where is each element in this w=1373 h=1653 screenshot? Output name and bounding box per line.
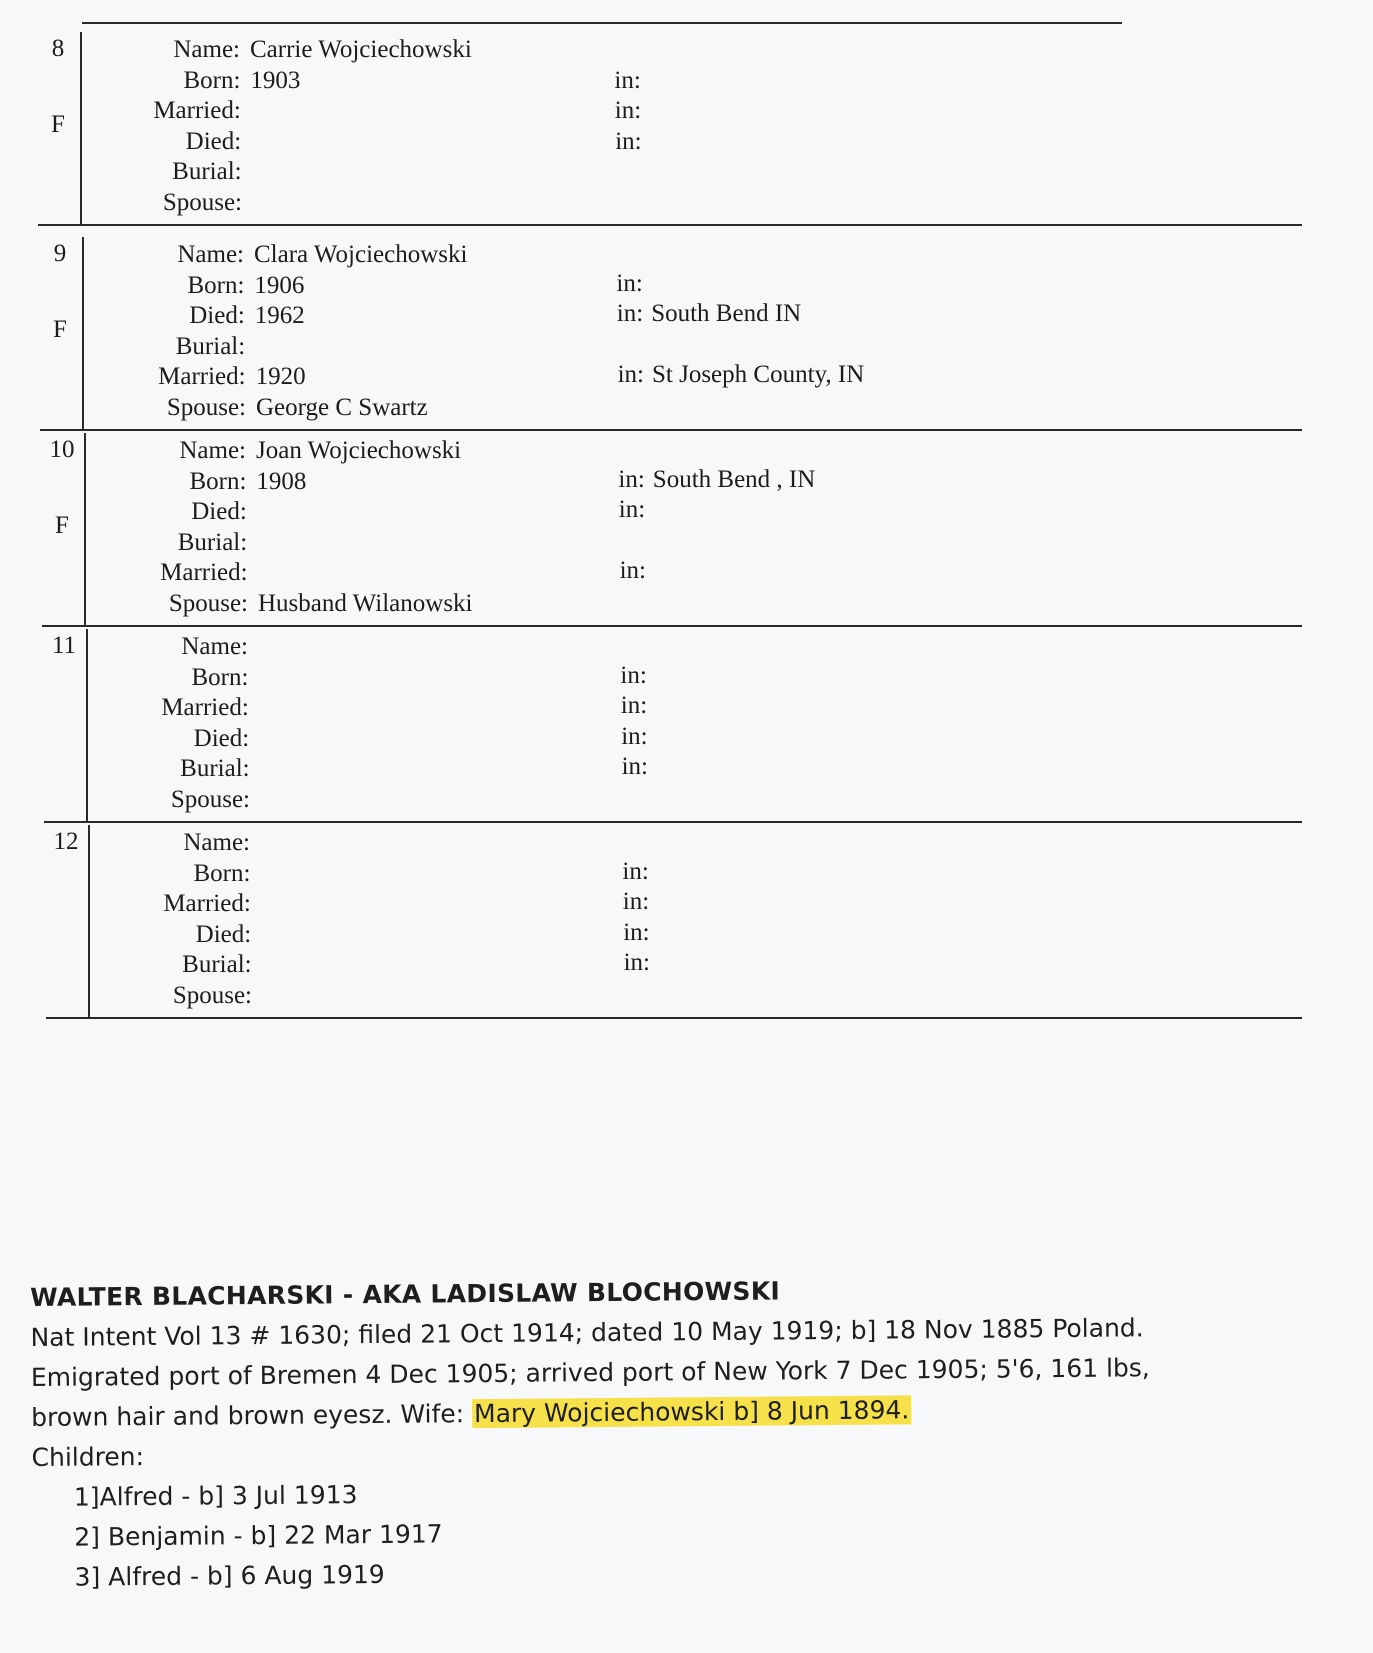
field-location (619, 494, 653, 526)
field-married (71, 95, 251, 127)
field-name (80, 827, 260, 859)
field-married (78, 557, 258, 589)
field-name (78, 631, 258, 663)
location-label: in: (616, 269, 643, 297)
field-label: Name: (173, 36, 240, 63)
record-number: 12 (53, 828, 79, 855)
field-value: Carrie Wojciechowski (250, 36, 472, 63)
field-label: Name: (179, 437, 246, 464)
field-born (78, 662, 258, 694)
note-line-1: Nat Intent Vol 13 # 1630; filed 21 Oct 1914; dated 10 May 1919; b] 18 Nov 1885 Poland. (30, 1313, 1144, 1352)
field-label: Married: (158, 363, 246, 390)
location-value: South Bend IN (651, 300, 802, 327)
field-born (70, 65, 300, 97)
field-value: 1962 (254, 302, 305, 329)
field-name (70, 34, 472, 66)
field-value: Joan Wojciechowski (256, 437, 462, 464)
field-name (76, 435, 461, 467)
child-2: 2] Benjamin - b] 22 Mar 1917 (74, 1519, 443, 1552)
record-sex: F (51, 111, 65, 138)
location-label: in: (622, 888, 650, 915)
note-title: WALTER BLACHARSKI - AKA LADISLAW BLOCHOWSKI (30, 1276, 781, 1312)
location-label: in: (618, 496, 646, 523)
field-label: Born: (189, 467, 247, 495)
field-location (623, 917, 657, 949)
field-label: Name: (183, 829, 250, 856)
field-died (77, 496, 257, 528)
field-burial (80, 753, 260, 785)
location-label: in: (623, 918, 650, 946)
field-died (79, 723, 259, 755)
field-location (618, 359, 865, 391)
field-burial (77, 527, 257, 559)
field-value: 1906 (254, 271, 305, 299)
field-married (79, 692, 259, 724)
field-label: Died: (193, 724, 250, 752)
field-label: Born: (187, 271, 245, 299)
field-location (615, 95, 649, 127)
field-value: 1903 (250, 66, 301, 94)
record-number: 8 (51, 35, 65, 62)
field-label: Spouse: (170, 785, 250, 813)
field-label: Married: (163, 890, 251, 917)
location-label: in: (623, 949, 650, 976)
field-label: Born: (191, 663, 249, 691)
field-spouse (76, 392, 428, 424)
location-label: in: (615, 127, 642, 155)
immigration-note (30, 1266, 1353, 1598)
field-label: Married: (153, 97, 241, 124)
location-label: in: (620, 692, 648, 719)
field-location (614, 65, 648, 97)
location-label: in: (617, 361, 644, 388)
record-number: 11 (51, 632, 77, 659)
field-location (622, 751, 656, 783)
field-label: Burial: (175, 332, 246, 360)
location-label: in: (621, 722, 648, 750)
field-label: Born: (183, 66, 241, 94)
field-born (74, 270, 304, 302)
field-label: Spouse: (162, 188, 242, 216)
child-1: 1]Alfred - b] 3 Jul 1913 (73, 1480, 358, 1512)
field-value: 1920 (255, 363, 306, 390)
field-married (81, 888, 261, 920)
field-label: Married: (161, 694, 249, 721)
record-11 (0, 619, 1373, 823)
field-location (623, 886, 657, 918)
note-wife-prefix: brown hair and brown eyesz. Wife: (31, 1399, 473, 1432)
field-label: Name: (177, 241, 244, 268)
field-died (75, 300, 305, 332)
location-label: in: (618, 465, 645, 493)
field-value: Husband Wilanowski (258, 589, 473, 617)
location-label: in: (622, 857, 649, 885)
field-label: Died: (191, 498, 247, 525)
field-location (615, 126, 649, 158)
field-spouse (80, 784, 260, 816)
record-number: 10 (49, 436, 75, 463)
record-sex: F (53, 316, 67, 343)
field-born (76, 466, 306, 498)
location-label: in: (619, 557, 646, 584)
location-value: St Joseph County, IN (652, 361, 865, 388)
field-value: George C Swartz (256, 393, 428, 421)
field-name (74, 239, 467, 271)
record-9 (0, 227, 1373, 431)
field-died (81, 919, 261, 951)
record-divider-horizontal (38, 224, 1302, 226)
note-line-2: Emigrated port of Bremen 4 Dec 1905; arrived port of New York 7 Dec 1905; 5'6, 161 lbs, (30, 1353, 1150, 1392)
children-label: Children: (31, 1442, 145, 1472)
field-label: Died: (185, 127, 242, 155)
field-label: Burial: (177, 528, 248, 556)
wife-highlight: Mary Wojciechowski b] 8 Jun 1894. (473, 1395, 910, 1429)
location-label: in: (620, 661, 647, 689)
field-location (621, 690, 655, 722)
field-location (622, 856, 656, 888)
field-label: Spouse: (168, 589, 248, 617)
record-12 (0, 815, 1373, 1019)
field-label: Burial: (172, 158, 242, 185)
field-burial (75, 331, 255, 363)
record-sex: F (55, 512, 69, 539)
location-value: South Bend , IN (652, 465, 816, 493)
field-spouse (72, 187, 252, 219)
field-location (621, 721, 655, 753)
field-location (617, 298, 801, 330)
field-label: Died: (189, 302, 245, 329)
field-location (620, 660, 654, 692)
record-number: 9 (53, 240, 67, 267)
location-label: in: (614, 66, 641, 94)
location-label: in: (616, 300, 644, 327)
field-label: Born: (193, 859, 251, 887)
record-8 (0, 22, 1373, 226)
record-10 (0, 423, 1373, 627)
field-label: Spouse: (172, 981, 252, 1009)
field-value: Clara Wojciechowski (254, 241, 468, 268)
field-label: Burial: (180, 755, 250, 782)
field-location (618, 464, 815, 496)
field-burial (72, 156, 252, 188)
record-divider-horizontal (46, 1017, 1302, 1019)
field-location (620, 555, 654, 587)
field-spouse (78, 588, 473, 620)
field-label: Spouse: (166, 393, 246, 421)
field-label: Died: (195, 920, 252, 948)
field-label: Burial: (182, 951, 252, 978)
location-label: in: (614, 97, 642, 124)
field-location (624, 947, 658, 979)
child-3: 3] Alfred - b] 6 Aug 1919 (74, 1559, 385, 1592)
field-married (76, 361, 306, 393)
field-burial (82, 949, 262, 981)
field-label: Name: (181, 633, 248, 660)
field-born (80, 858, 260, 890)
field-died (71, 126, 251, 158)
field-spouse (82, 980, 262, 1012)
field-label: Married: (160, 559, 248, 586)
field-location (616, 268, 650, 300)
location-label: in: (621, 753, 648, 780)
field-value: 1908 (256, 467, 307, 495)
